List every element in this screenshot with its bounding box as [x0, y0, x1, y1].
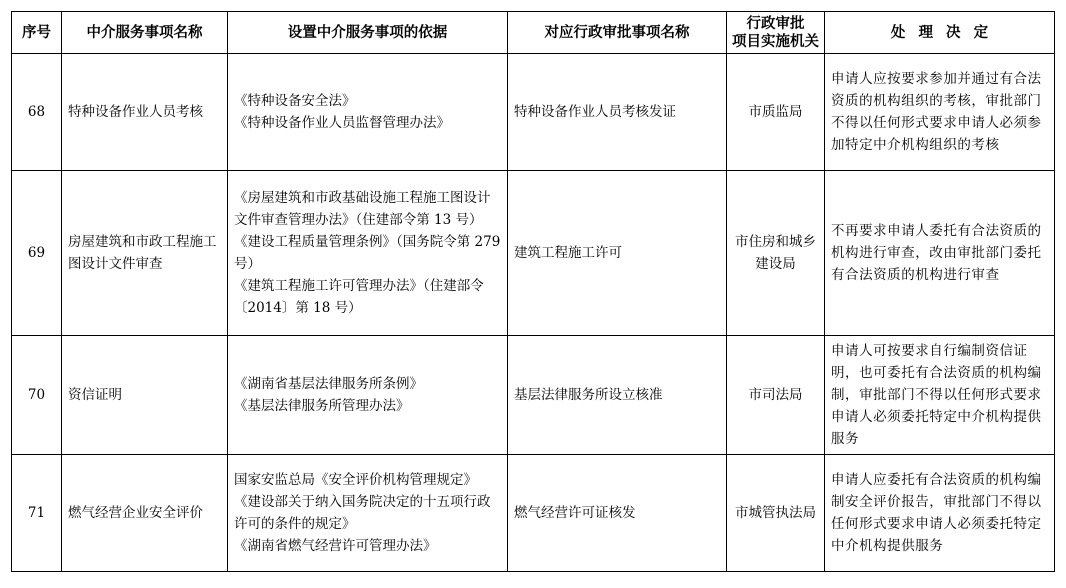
cell-executing-agency: 市质监局: [727, 54, 825, 171]
cell-basis: [228, 455, 508, 572]
basis-item: 《湖南省燃气经营许可管理办法》: [234, 538, 437, 554]
basis-item: 国家安监总局《安全评价机构管理规定》: [234, 472, 477, 488]
cell-no: 68: [12, 54, 62, 171]
cell-executing-agency: 市司法局: [727, 336, 825, 455]
basis-item: 《建设工程质量管理条例》（国务院令第 279 号）: [234, 234, 501, 272]
table-row: [12, 54, 1055, 171]
cell-approval-name: 基层法律服务所设立核准: [508, 336, 727, 455]
basis-item: 《建设部关于纳入国务院决定的十五项行政许可的条件的规定》: [234, 494, 491, 532]
cell-intermediary-name: 房屋建筑和市政工程施工图设计文件审查: [62, 171, 228, 336]
cell-basis: [228, 336, 508, 455]
basis-item: 《湖南省基层法律服务所条例》: [234, 376, 423, 392]
header-executing-agency-line1: 行政审批: [746, 15, 805, 32]
header-executing-agency-line2: 项目实施机关: [732, 33, 819, 50]
cell-approval-name: 特种设备作业人员考核发证: [508, 54, 727, 171]
cell-decision: 申请人应委托有合法资质的机构编制安全评价报告，审批部门不得以任何形式要求申请人必须委托特定中介机构提供服务: [825, 455, 1055, 572]
header-decision: 处理决定: [825, 12, 1055, 54]
basis-item: 《建筑工程施工许可管理办法》（住建部令〔2014〕第 18 号）: [234, 278, 484, 316]
cell-intermediary-name: 特种设备作业人员考核: [62, 54, 228, 171]
cell-basis: [228, 54, 508, 171]
cell-decision: 申请人应按要求参加并通过有合法资质的机构组织的考核，审批部门不得以任何形式要求申请人必须参加特定中介机构组织的考核: [825, 54, 1055, 171]
basis-item: 《特种设备安全法》: [234, 93, 356, 109]
cell-approval-name: 燃气经营许可证核发: [508, 455, 727, 572]
header-approval-name: 对应行政审批事项名称: [508, 12, 727, 54]
cell-intermediary-name: 资信证明: [62, 336, 228, 455]
basis-item: 《房屋建筑和市政基础设施工程施工图设计文件审查管理办法》（住建部令第 13 号）: [234, 190, 491, 228]
cell-executing-agency: 市城管执法局: [727, 455, 825, 572]
header-intermediary-name: 中介服务事项名称: [62, 12, 228, 54]
cell-no: 69: [12, 171, 62, 336]
cell-no: 71: [12, 455, 62, 572]
document-page: [11, 11, 1055, 572]
basis-item: 《特种设备作业人员监督管理办法》: [234, 115, 450, 131]
header-no: 序号: [12, 12, 62, 54]
header-executing-agency: [727, 12, 825, 54]
table-row: [12, 171, 1055, 336]
basis-item: 《基层法律服务所管理办法》: [234, 398, 410, 414]
cell-intermediary-name: 燃气经营企业安全评价: [62, 455, 228, 572]
cell-decision: 不再要求申请人委托有合法资质的机构进行审查，改由审批部门委托有合法资质的机构进行审查: [825, 171, 1055, 336]
header-basis: 设置中介服务事项的依据: [228, 12, 508, 54]
cell-approval-name: 建筑工程施工许可: [508, 171, 727, 336]
table-row: [12, 336, 1055, 455]
cell-decision: 申请人可按要求自行编制资信证明，也可委托有合法资质的机构编制，审批部门不得以任何形式要求申请人必须委托特定中介机构提供服务: [825, 336, 1055, 455]
intermediary-services-table: [11, 11, 1055, 572]
cell-no: 70: [12, 336, 62, 455]
table-row: [12, 455, 1055, 572]
header-row: [12, 12, 1055, 54]
cell-executing-agency: 市住房和城乡建设局: [727, 171, 825, 336]
cell-basis: [228, 171, 508, 336]
